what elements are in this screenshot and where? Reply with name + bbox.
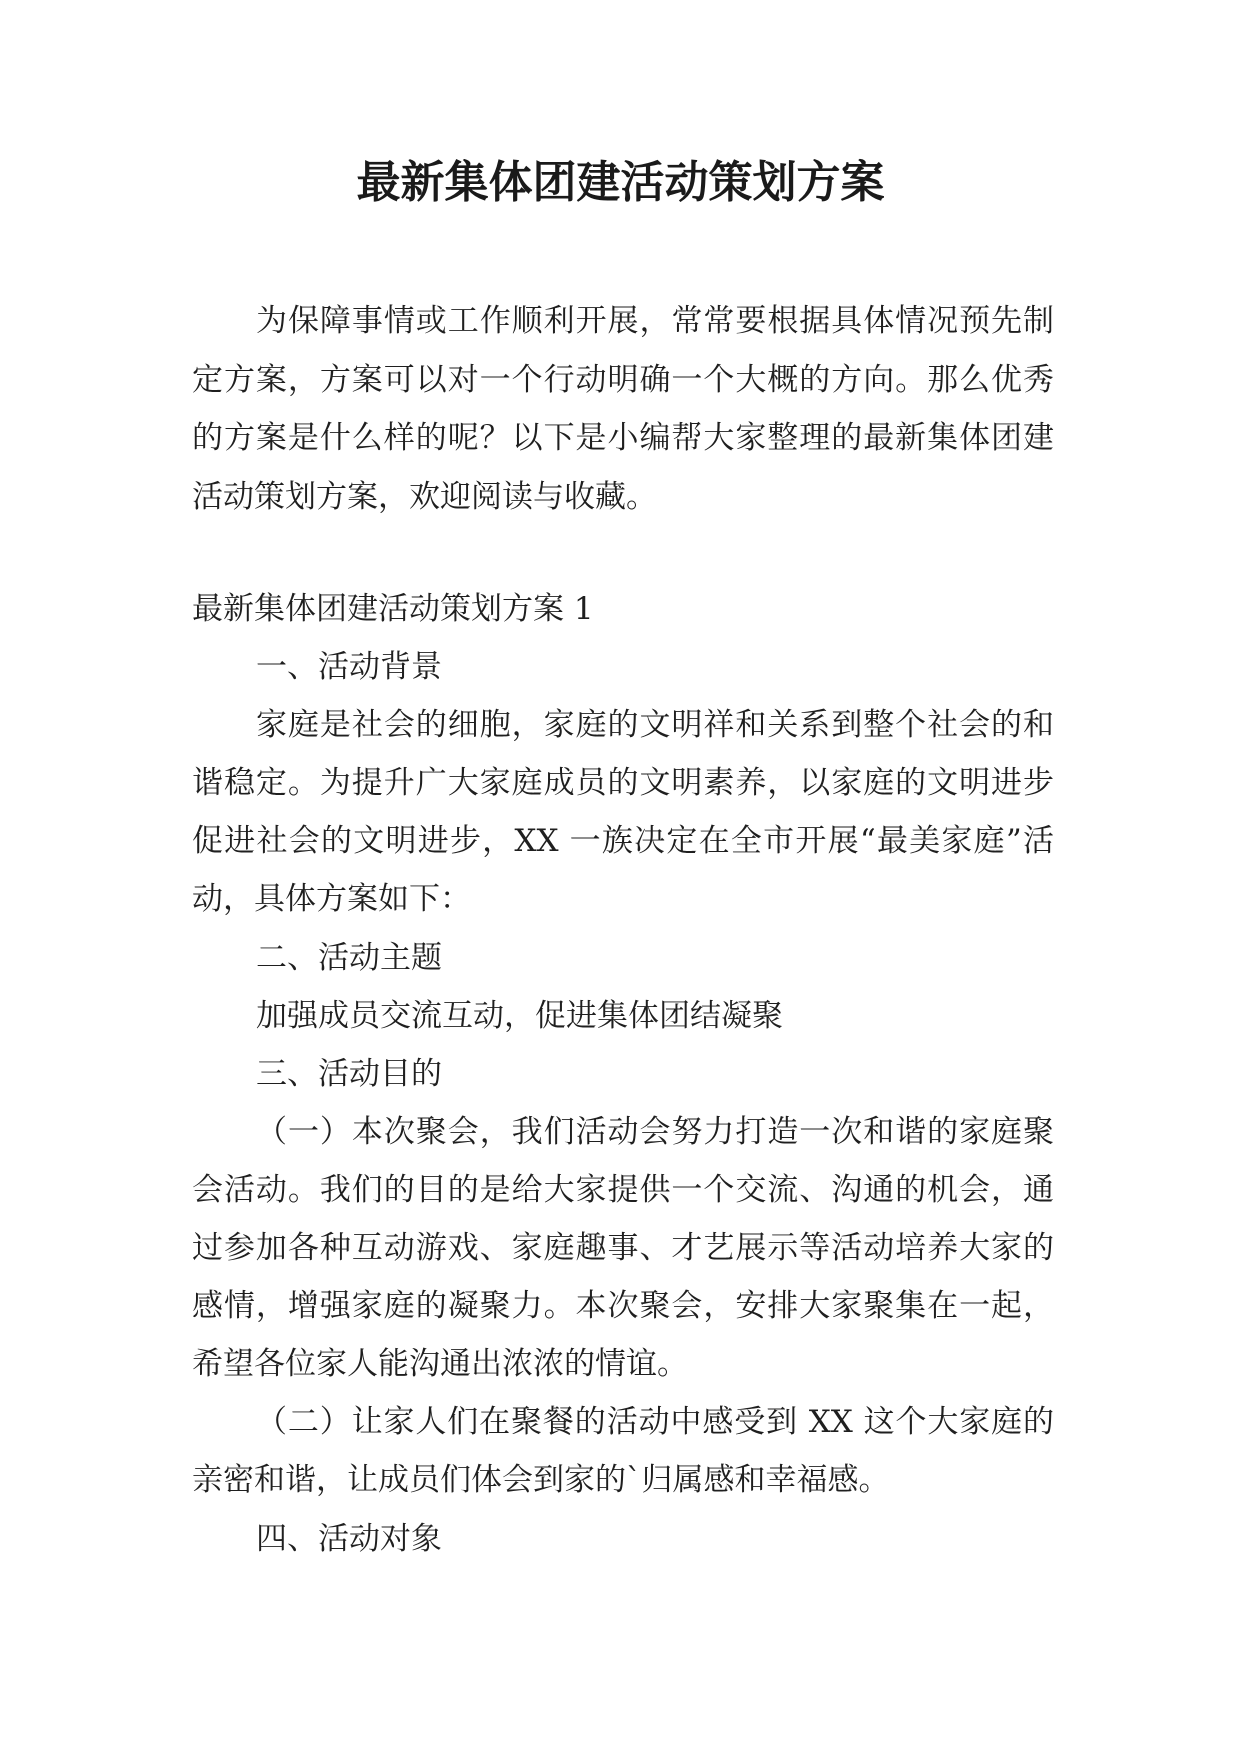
plan-heading: 最新集体团建活动策划方案 1 (192, 591, 594, 627)
purpose-paragraph-2: （二）让家人们在聚餐的活动中感受到 XX 这个大家庭的亲密和谐，让成员们体会到家的`归属感和幸福感。 (192, 1404, 1054, 1499)
section-heading-purpose: 三、活动目的 (256, 1055, 442, 1092)
background-paragraph: 家庭是社会的细胞，家庭的文明祥和关系到整个社会的和谐稳定。为提升广大家庭成员的文明素养，以家庭的文明进步促进社会的文明进步，XX 一族决定在全市开展“最美家庭”活动，具体方案如下： (192, 707, 1054, 918)
intro-paragraph: 为保障事情或工作顺利开展，常常要根据具体情况预先制定方案，方案可以对一个行动明确一个大概的方向。那么优秀的方案是什么样的呢？以下是小编帮大家整理的最新集体团建活动策划方案，欢迎阅读与收藏。 (192, 303, 1054, 516)
section-heading-theme: 二、活动主题 (256, 939, 442, 976)
section-heading-background: 一、活动背景 (256, 649, 442, 686)
document-title: 最新集体团建活动策划方案 (356, 157, 885, 208)
section-heading-audience: 四、活动对象 (256, 1520, 442, 1557)
plan-section (192, 580, 1054, 1568)
purpose-paragraph-1: （一）本次聚会，我们活动会努力打造一次和谐的家庭聚会活动。我们的目的是给大家提供一个交流、沟通的机会，通过参加各种互动游戏、家庭趣事、才艺展示等活动培养大家的感情，增强家庭的凝聚力。本次聚会，安排大家聚集在一起，希望各位家人能沟通出浓浓的情谊。 (192, 1113, 1054, 1383)
theme-paragraph: 加强成员交流互动，促进集体团结凝聚 (256, 997, 783, 1034)
